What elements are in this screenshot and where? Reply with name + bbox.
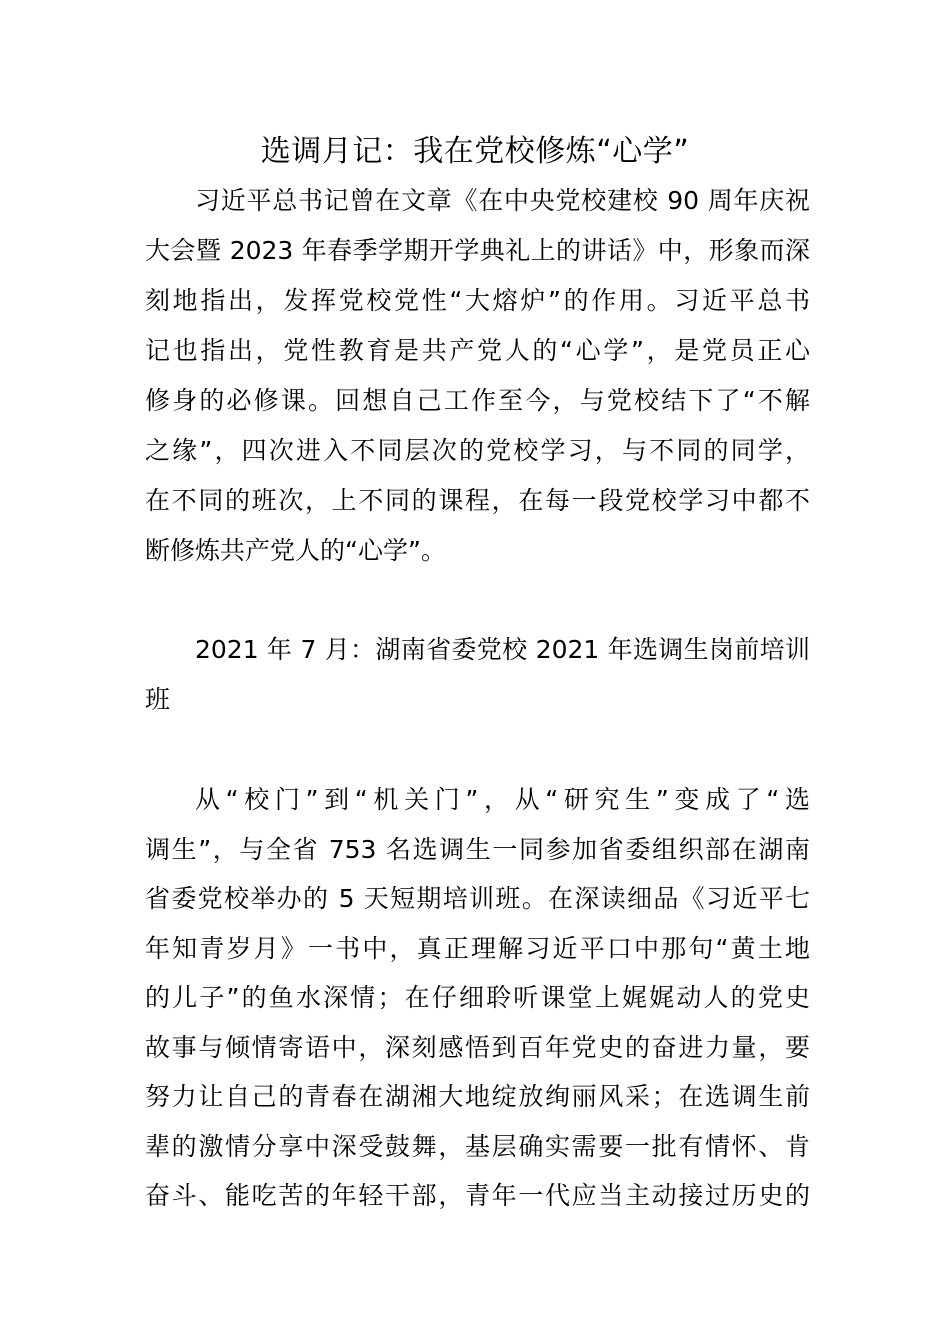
- intro-line: 刻地指出，发挥党校党性“大熔炉”的作用。习近平总书: [145, 286, 810, 315]
- section-heading: 2021 年 7 月：湖南省委党校 2021 年选调生岗前培训: [195, 635, 810, 664]
- intro-line: 记也指出，党性教育是共产党人的“心学”，是党员正心: [145, 336, 810, 365]
- body-line: 努力让自己的青春在湖湘大地绽放绚丽风采；在选调生前: [145, 1082, 810, 1111]
- intro-line: 之缘”，四次进入不同层次的党校学习，与不同的同学，: [145, 436, 810, 465]
- body-line: 省委党校举办的 5 天短期培训班。在深读细品《习近平七: [145, 884, 810, 913]
- body-line: 从“校门”到“机关门”，从“研究生”变成了“选: [195, 785, 810, 814]
- intro-line: 在不同的班次，上不同的课程，在每一段党校学习中都不: [145, 486, 810, 515]
- intro-line: 习近平总书记曾在文章《在中央党校建校 90 周年庆祝: [195, 186, 810, 215]
- body-line: 年知青岁月》一书中，真正理解习近平口中那句“黄土地: [145, 934, 810, 963]
- body-line: 的儿子”的鱼水深情；在仔细聆听课堂上娓娓动人的党史: [145, 983, 810, 1012]
- body-line: 调生”，与全省 753 名选调生一同参加省委组织部在湖南: [145, 835, 810, 864]
- body-line: 辈的激情分享中深受鼓舞，基层确实需要一批有情怀、肯: [145, 1132, 810, 1161]
- intro-line: 断修炼共产党人的“心学”。: [145, 536, 446, 565]
- intro-line: 修身的必修课。回想自己工作至今，与党校结下了“不解: [145, 386, 810, 415]
- document-title: 选调月记：我在党校修炼“心学”: [260, 134, 690, 169]
- section-heading: 班: [145, 685, 171, 714]
- body-line: 奋斗、能吃苦的年轻干部，青年一代应当主动接过历史的: [145, 1181, 810, 1210]
- body-line: 故事与倾情寄语中，深刻感悟到百年党史的奋进力量，要: [145, 1033, 810, 1062]
- intro-line: 大会暨 2023 年春季学期开学典礼上的讲话》中，形象而深: [145, 236, 810, 265]
